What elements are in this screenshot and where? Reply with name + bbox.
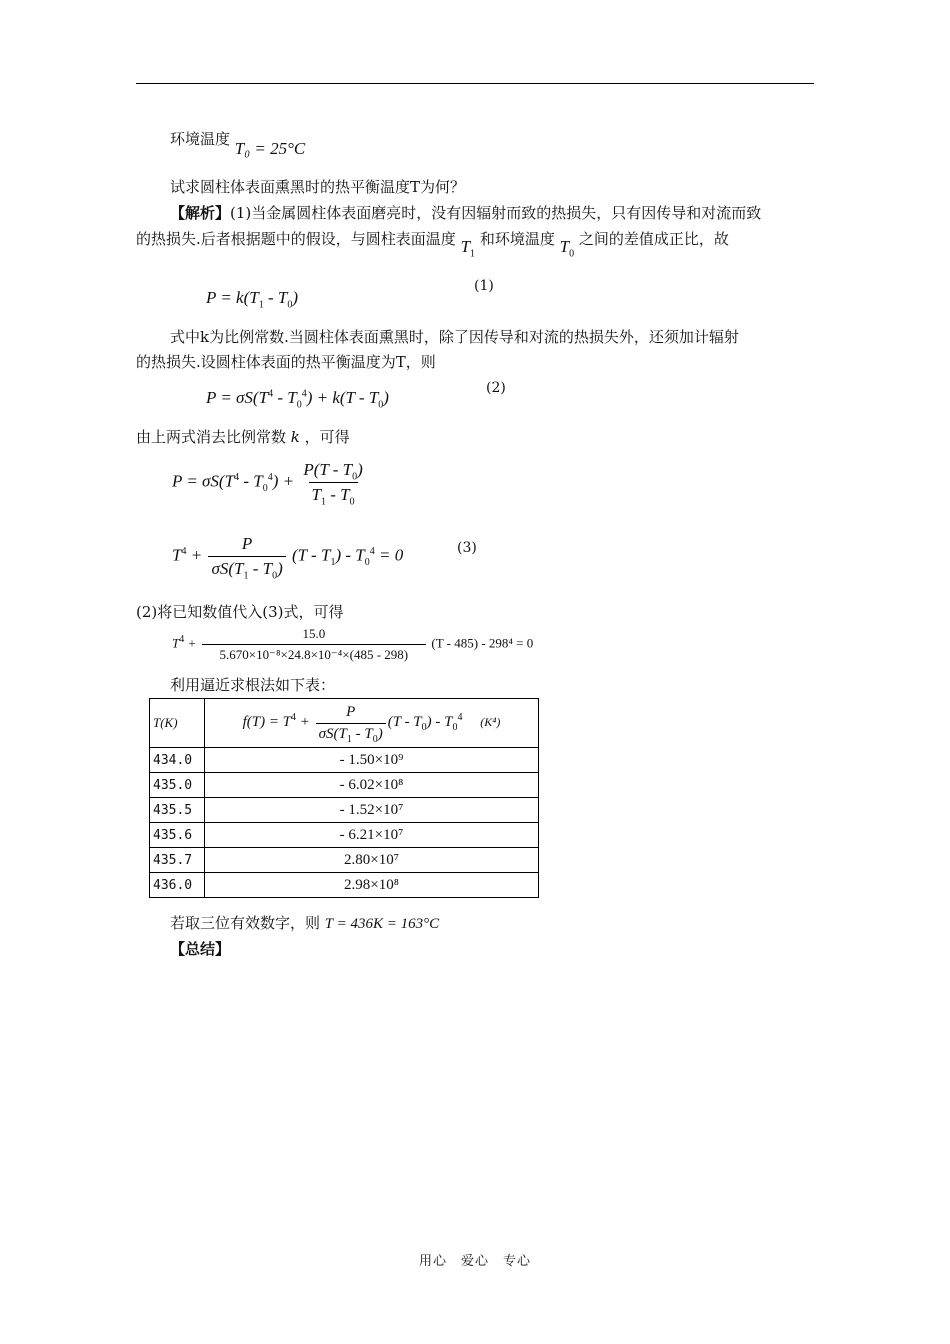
table-header-fraction: $\frac{P}{\sigma S(T_1 - T_0)}$ — [316, 704, 386, 743]
eliminate-k-end: ，可得 — [304, 428, 350, 446]
analysis-text-3: 和环境温度 — [479, 230, 555, 248]
table-header-t — [150, 699, 205, 748]
approx-intro-line: 利用逼近求根法如下表： — [170, 676, 336, 694]
table-row — [150, 798, 539, 823]
k-paragraph-line-2: 的热损失.设圆柱体表面的热平衡温度为T，则 — [136, 353, 436, 371]
numeric-fraction-den: 5.670×10⁻⁸×24.8×10⁻⁴×(485 - 298) — [202, 644, 427, 663]
equation-2-number: (2) — [486, 380, 506, 396]
table-cell-f: - 1.52×10⁷ — [205, 798, 539, 823]
numeric-equation-tail: (T - 485) - 298⁴ = 0 — [431, 635, 534, 651]
t0-symbol: $T_0$ — [559, 237, 575, 260]
table-row — [150, 773, 539, 798]
analysis-text-4: 之间的差值成正比，故 — [578, 230, 729, 248]
table-cell-f: 2.98×10⁸ — [205, 873, 539, 898]
approximation-table — [149, 698, 539, 898]
table-cell-t: 435.0 — [150, 773, 205, 798]
table-header-f: $f(T) = T^4$ + $\frac{P}{\sigma S(T_1 - T_0)}$ $(T - T_0) - T_0^4$ (K⁴) — [205, 699, 539, 748]
header-rule — [136, 83, 814, 84]
table-cell-t: 435.6 — [150, 823, 205, 848]
equation-1: $P = k(T_1 - T_0)$ — [206, 288, 299, 311]
eliminate-k-line — [136, 426, 350, 447]
table-cell-f: - 6.21×10⁷ — [205, 823, 539, 848]
substitution-line: (2)将已知数值代入(3)式，可得 — [136, 603, 344, 621]
table-header-t-text: T(K) — [153, 715, 178, 730]
env-temp-line — [170, 128, 306, 158]
result-line — [170, 912, 439, 933]
table-cell-f: - 6.02×10⁸ — [205, 773, 539, 798]
env-temp-label: 环境温度 — [170, 130, 231, 148]
result-math: T = 436K = 163°C — [324, 916, 440, 932]
page-footer: 用心 爱心 专心 — [418, 1254, 531, 1269]
t1-symbol: $T_1$ — [460, 237, 476, 260]
combined-equation: $P = \sigma S(T^4 - T_0^4)$ + $\frac{P(T - T_0)}{T_1 - T_0}$ — [172, 460, 368, 505]
env-temp-math: T₀ = 25°C — [234, 139, 306, 158]
table-cell-t: 436.0 — [150, 873, 205, 898]
analysis-text-2: 的热损失.后者根据题中的假设，与圆柱表面温度 — [136, 230, 456, 248]
k-paragraph-line-1: 式中k为比例常数.当圆柱体表面熏黑时，除了因传导和对流的热损失外，还须加计辐射 — [170, 328, 739, 346]
result-text: 若取三位有效数字，则 — [170, 914, 321, 932]
table-cell-f: 2.80×10⁷ — [205, 848, 539, 873]
analysis-tag: 【解析】 — [170, 204, 231, 222]
analysis-text-1: (1)当金属圆柱体表面磨亮时，没有因辐射而致的热损失，只有因传导和对流而致 — [230, 204, 762, 222]
table-cell-t: 434.0 — [150, 748, 205, 773]
numeric-equation: $T^4$ + $\frac{15.0}{\text{5.670×10⁻⁸×24.8×10⁻⁴×(485 - 298)}}$ (T - 485) - 298⁴ = 0 — [172, 626, 534, 662]
table-cell-f: - 1.50×10⁹ — [205, 748, 539, 773]
analysis-line-2 — [136, 228, 729, 260]
table-header-row — [150, 699, 539, 748]
combined-fraction: $\frac{P(T - T_0)}{T_1 - T_0}$ — [303, 460, 363, 508]
numeric-fraction — [202, 626, 427, 663]
summary-tag — [170, 938, 230, 959]
question-line: 试求圆柱体表面熏黑时的热平衡温度T为何？ — [170, 178, 466, 196]
table-header-unit: (K⁴) — [480, 715, 501, 730]
table-cell-t: 435.5 — [150, 798, 205, 823]
table-row — [150, 873, 539, 898]
equation-3-fraction: $\frac{P}{\sigma S(T_1 - T_0)}$ — [208, 534, 285, 579]
analysis-line-1 — [170, 202, 761, 223]
summary-tag-text: 【总结】 — [170, 940, 231, 958]
table-row — [150, 823, 539, 848]
equation-2: $P = \sigma S(T^4 - T_0^4) + k(T - T_0)$ — [206, 388, 389, 411]
table-row — [150, 748, 539, 773]
table-row — [150, 848, 539, 873]
equation-3-number: (3) — [457, 540, 477, 556]
eliminate-k-text: 由上两式消去比例常数 — [136, 428, 287, 446]
equation-3: $T^4$ + $\frac{P}{\sigma S(T_1 - T_0)}$ $(T - T_1) - T_0^4 = 0$ — [172, 534, 404, 582]
table-cell-t: 435.7 — [150, 848, 205, 873]
equation-1-number: (1) — [474, 278, 494, 294]
k-symbol: k — [290, 428, 300, 446]
numeric-fraction-num: 15.0 — [302, 626, 326, 641]
